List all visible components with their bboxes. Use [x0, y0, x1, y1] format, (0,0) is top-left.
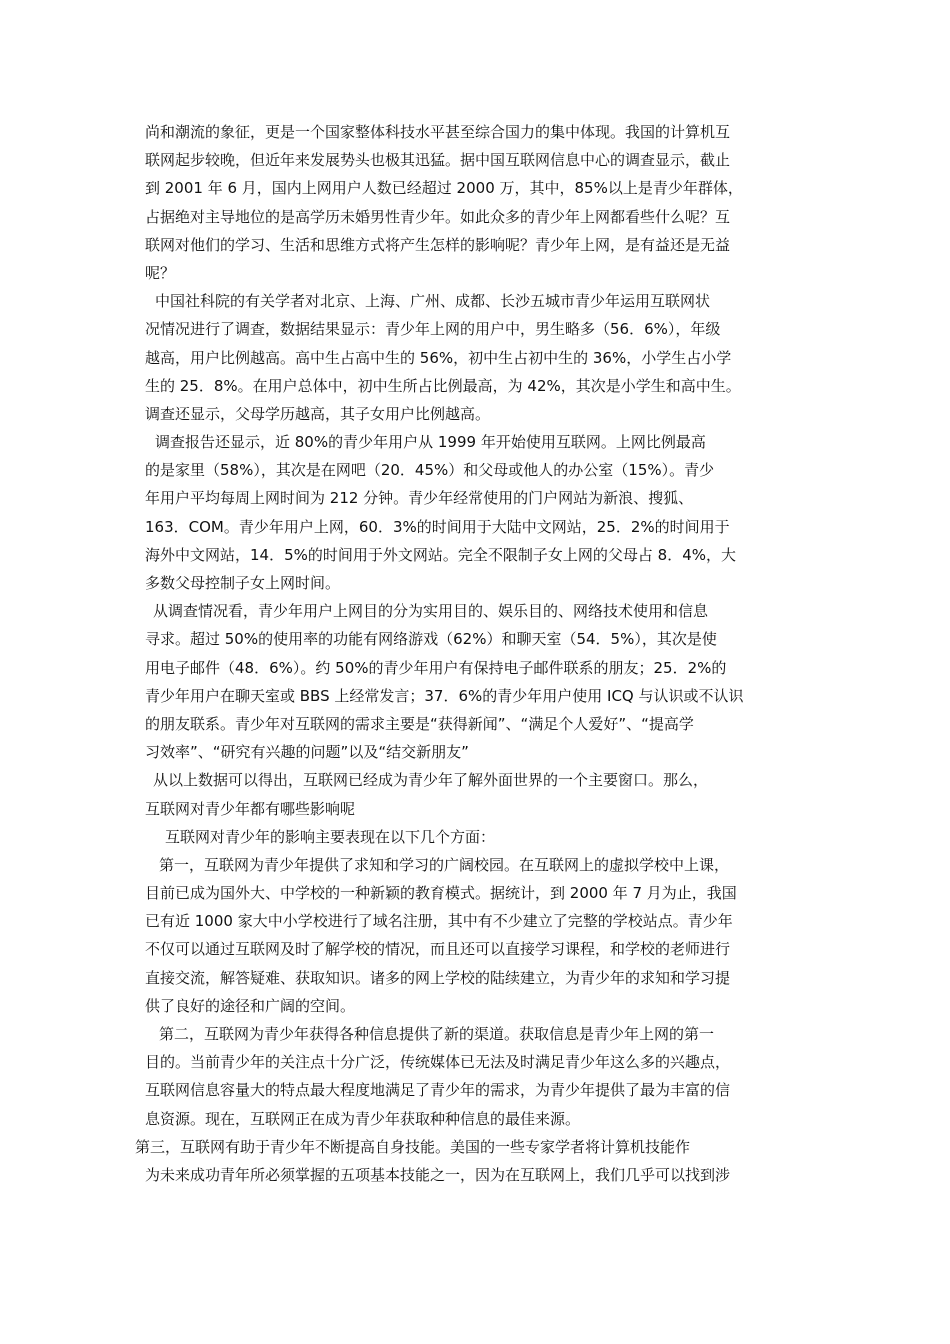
text-line: 为未来成功青年所必须掌握的五项基本技能之一，因为在互联网上，我们几乎可以找到涉: [145, 1165, 731, 1184]
text-line: 寻求。超过 50%的使用率的功能有网络游戏（62%）和聊天室（54．5%），其次是使: [145, 630, 717, 649]
text-line: 联网起步较晚，但近年来发展势头也极其迅猛。据中国互联网信息中心的调查显示，截止: [145, 151, 731, 170]
text-line: 调查报告还显示，近 80%的青少年用户从 1999 年开始使用互联网。上网比例最高: [155, 433, 706, 452]
text-line: 互联网对青少年的影响主要表现在以下几个方面：: [165, 827, 496, 846]
text-line: 年用户平均每周上网时间为 212 分钟。青少年经常使用的门户网站为新浪、搜狐、: [145, 489, 694, 508]
text-line: 况情况进行了调查，数据结果显示：青少年上网的用户中，男生略多（56．6%），年级: [145, 320, 721, 339]
text-line: 直接交流，解答疑难、获取知识。诸多的网上学校的陆续建立，为青少年的求知和学习提: [145, 968, 731, 987]
text-line: 163．COM。青少年用户上网，60．3%的时间用于大陆中文网站，25．2%的时间用于: [145, 517, 730, 536]
text-line: 供了良好的途径和广阔的空间。: [145, 996, 356, 1015]
text-line: 到 2001 年 6 月，国内上网用户人数已经超过 2000 万，其中，85%以上是青少年群体，: [145, 179, 743, 198]
text-line: 第二，互联网为青少年获得各种信息提供了新的渠道。获取信息是青少年上网的第一: [159, 1025, 715, 1043]
body-text: [135, 118, 813, 1189]
text-line: 第三，互联网有助于青少年不断提高自身技能。美国的一些专家学者将计算机技能作: [135, 1137, 691, 1156]
text-line: 息资源。现在，互联网正在成为青少年获取种种信息的最佳来源。: [145, 1109, 581, 1128]
text-line: 从以上数据可以得出，互联网已经成为青少年了解外面世界的一个主要窗口。那么，: [153, 771, 709, 790]
text-line: 调查还显示，父母学历越高，其子女用户比例越高。: [145, 404, 491, 423]
text-line: 不仅可以通过互联网及时了解学校的情况，而且还可以直接学习课程，和学校的老师进行: [145, 940, 731, 959]
text-line: 联网对他们的学习、生活和思维方式将产生怎样的影响呢？青少年上网，是有益还是无益: [145, 235, 731, 254]
text-line: 多数父母控制子女上网时间。: [145, 574, 341, 592]
text-line: 中国社科院的有关学者对北京、上海、广州、成都、长沙五城市青少年运用互联网状: [155, 292, 711, 311]
text-line: 尚和潮流的象征，更是一个国家整体科技水平甚至综合国力的集中体现。我国的计算机互: [145, 123, 731, 141]
text-line: 从调查情况看，青少年用户上网目的分为实用目的、娱乐目的、网络技术使用和信息: [153, 602, 709, 621]
text-line: 已有近 1000 家大中小学校进行了域名注册，其中有不少建立了完整的学校站点。青少年: [145, 912, 733, 931]
text-line: 互联网对青少年都有哪些影响呢: [145, 799, 356, 818]
text-line: 第一，互联网为青少年提供了求知和学习的广阔校园。在互联网上的虚拟学校中上课，: [159, 855, 730, 874]
text-line: 目前已成为国外大、中学校的一种新颖的教育模式。据统计，到 2000 年 7 月为止，我国: [145, 884, 737, 903]
text-line: 用电子邮件（48．6%）。约 50%的青少年用户有保持电子邮件联系的朋友；25．2%的: [145, 658, 727, 677]
text-line: 占据绝对主导地位的是高学历未婚男性青少年。如此众多的青少年上网都看些什么呢？互: [145, 207, 731, 226]
text-line: 呢？: [145, 263, 176, 282]
text-line: 青少年用户在聊天室或 BBS 上经常发言；37．6%的青少年用户使用 ICQ 与认识或不认识: [145, 686, 744, 705]
text-line: 互联网信息容量大的特点最大程度地满足了青少年的需求，为青少年提供了最为丰富的信: [145, 1081, 731, 1100]
text-line: 的是家里（58%），其次是在网吧（20．45%）和父母或他人的办公室（15%）。青少: [145, 461, 715, 480]
text-line: 海外中文网站，14．5%的时间用于外文网站。完全不限制子女上网的父母占 8．4%，大: [145, 545, 736, 564]
text-line: 的朋友联系。青少年对互联网的需求主要是“获得新闻”、“满足个人爱好”、“提高学: [145, 714, 694, 733]
text-line: 生的 25．8%。在用户总体中，初中生所占比例最高，为 42%，其次是小学生和高中生。: [145, 376, 741, 395]
text-line: 目的。当前青少年的关注点十分广泛，传统媒体已无法及时满足青少年这么多的兴趣点，: [145, 1053, 731, 1072]
text-line: 越高，用户比例越高。高中生占高中生的 56%，初中生占初中生的 36%，小学生占小学: [145, 348, 732, 367]
text-line: 习效率”、“研究有兴趣的问题”以及“结交新朋友”: [145, 743, 469, 762]
